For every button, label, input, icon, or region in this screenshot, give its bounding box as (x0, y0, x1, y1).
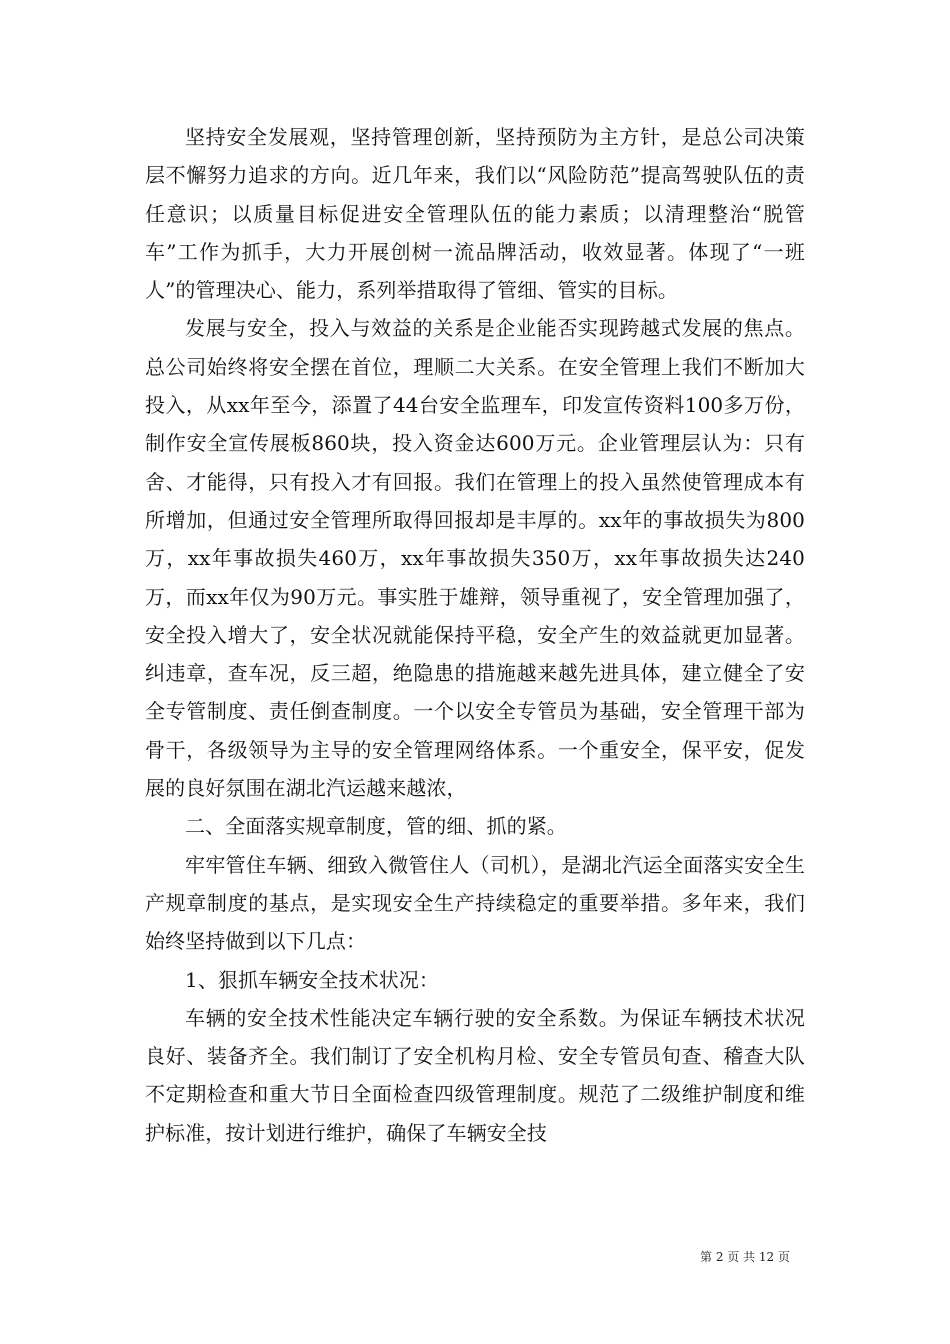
page-number-footer: 第 2 页 共 12 页 (700, 1250, 790, 1264)
document-body (145, 118, 805, 1152)
paragraph-regulations-basis: 牢牢管住车辆、细致入微管住人（司机），是湖北汽运全面落实安全生产规章制度的基点，是实现安全生产持续稳定的重要举措。多年来，我们始终坚持做到以下几点： (145, 852, 805, 954)
paragraph-investment-benefit: 发展与安全，投入与效益的关系是企业能否实现跨越式发展的焦点。总公司始终将安全摆在首位，理顺二大关系。在安全管理上我们不断加大投入，从xx年至今，添置了44台安全监理车，印发宣传资料100多万份，制作安全宣传展板860块，投入资金达600万元。企业管理层认为：只有舍、才能得，只有投入才有回报。我们在管理上的投入虽然使管理成本有所增加，但通过安全管理所取得回报却是丰厚的。xx年的事故损失为800万，xx年事故损失460万，xx年事故损失350万，xx年事故损失达240万，而xx年仅为90万元。事实胜于雄辩，领导重视了，安全管理加强了，安全投入增大了，安全状况就能保持平稳，安全产生的效益就更加显著。纠违章，查车况，反三超，绝隐患的措施越来越先进具体，建立健全了安全专管制度、责任倒查制度。一个以安全专管员为基础，安全管理干部为骨干，各级领导为主导的安全管理网络体系。一个重安全，保平安，促发展的良好氛围在湖北汽运越来越浓， (145, 316, 805, 801)
section-heading-regulations: 二、全面落实规章制度，管的细、抓的紧。 (185, 814, 567, 839)
subheading-vehicle-condition: 1、狠抓车辆安全技术状况： (185, 967, 440, 992)
paragraph-vehicle-inspection: 车辆的安全技术性能决定车辆行驶的安全系数。为保证车辆技术状况良好、装备齐全。我们制订了安全机构月检、安全专管员旬查、稽查大队不定期检查和重大节日全面检查四级管理制度。规范了二级维护制度和维护标准，按计划进行维护，确保了车辆安全技 (145, 1005, 805, 1145)
paragraph-safety-development: 坚持安全发展观，坚持管理创新，坚持预防为主方针，是总公司决策层不懈努力追求的方向。近几年来，我们以“风险防范”提高驾驶队伍的责任意识；以质量目标促进安全管理队伍的能力素质；以清理整治“脱管车”工作为抓手，大力开展创树一流品牌活动，收效显著。体现了“一班人”的管理决心、能力，系列举措取得了管细、管实的目标。 (145, 125, 805, 303)
